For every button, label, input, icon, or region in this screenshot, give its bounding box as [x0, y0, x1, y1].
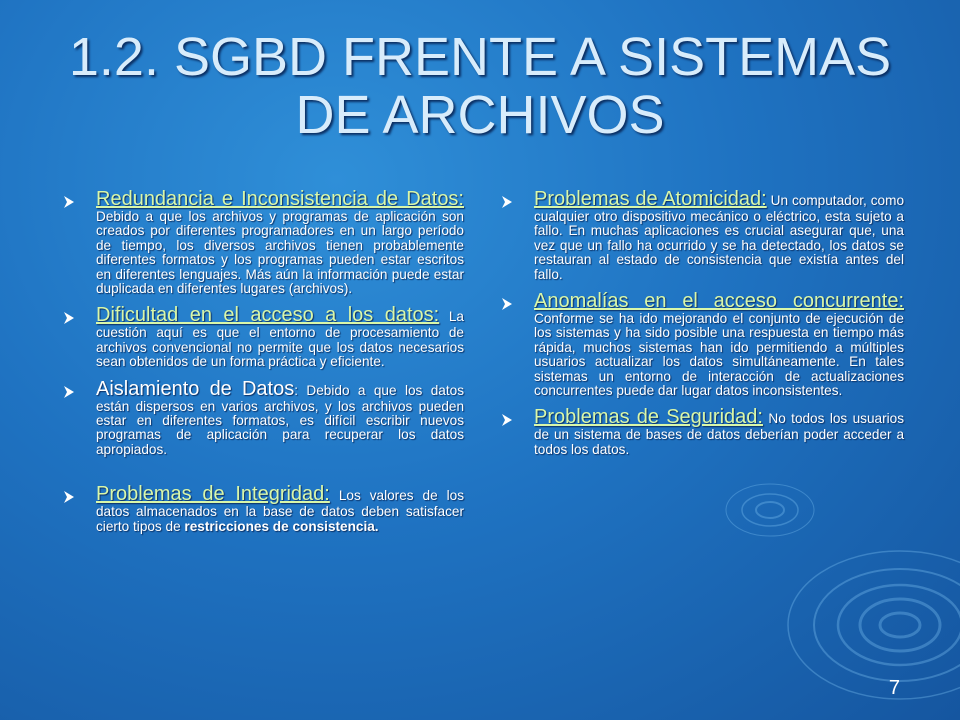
item-heading[interactable]: Problemas de Seguridad: [534, 406, 763, 429]
arrow-bullet-icon [62, 195, 76, 209]
list-item-redundancia [60, 188, 464, 296]
arrow-bullet-icon [62, 490, 76, 504]
item-heading[interactable]: Problemas de Integridad: [96, 483, 330, 506]
item-heading[interactable]: Problemas de Atomicidad: [534, 188, 767, 210]
item-heading: Aislamiento de Datos [96, 377, 295, 400]
left-column [60, 188, 464, 542]
page-number: 7 [888, 677, 900, 699]
item-text: No todos los usuarios de un sistema de bases de datos deberían poder acceder a todos los datos. [534, 411, 904, 457]
item-text: Los valores de los datos almacenados en la base de datos deben satisfacer cierto tipos de [96, 488, 465, 534]
arrow-bullet-icon [500, 297, 514, 311]
list-item-aislamiento [60, 378, 464, 458]
slide-title: 1.2. SGBD FRENTE A SISTEMAS DE ARCHIVOS [68, 27, 892, 145]
item-heading[interactable]: Anomalías en el acceso concurrente: [534, 290, 904, 313]
list-item-concurrente [498, 290, 904, 398]
arrow-bullet-icon [500, 195, 514, 209]
item-text: La cuestión aquí es que el entorno de procesamiento de archivos convencional no permite que los datos necesarios sean obtenidos de un forma práctica y eficiente. [96, 309, 464, 370]
item-text: Un computador, como cualquier otro dispositivo mecánico o eléctrico, esta sujeto a fallo. En muchas aplicaciones es crucial asegurar que, una vez que un fallo ha ocurrido y se ha detectado, los datos se restauran al estado de consistencia que existía antes del fallo. [534, 193, 904, 282]
item-bold-text: restricciones de consistencia. [184, 518, 379, 534]
list-item-seguridad [498, 406, 904, 457]
right-column [498, 188, 904, 465]
list-item-atomicidad [498, 188, 904, 282]
arrow-bullet-icon [500, 413, 514, 427]
item-text: Conforme se ha ido mejorando el conjunto de ejecución de los sistemas y ha sido posible una respuesta en tiempo más rápida, muchos sistemas han ido permitiendo a múltiples usuarios actualizar los datos simultáneamente. En tales sistemas un entorno de interacción de actualizaciones concurrentes puede dar lugar datos inconsistentes. [534, 311, 904, 399]
arrow-bullet-icon [62, 385, 76, 399]
item-text: Debido a que los archivos y programas de aplicación son creados por diferentes programadores en un largo período de tiempo, los diversos archivos tienen probablemente diferentes formatos y los programas pueden estar escritos en diferentes lenguajes. Más aún la información puede estar duplicada en diferentes lugares (archivos). [96, 209, 464, 297]
list-item-dificultad-acceso [60, 304, 464, 369]
item-heading[interactable]: Dificultad en el acceso a los datos: [96, 304, 440, 327]
arrow-bullet-icon [62, 311, 76, 325]
item-heading[interactable]: Redundancia e Inconsistencia de Datos: [96, 188, 464, 210]
list-item-integridad [60, 483, 464, 534]
item-text: : Debido a que los datos están dispersos en varios archivos, y los archivos pueden estar en diferentes formatos, es difícil escribir nuevos programas de aplicación para recuperar los datos apropiados. [96, 382, 464, 457]
